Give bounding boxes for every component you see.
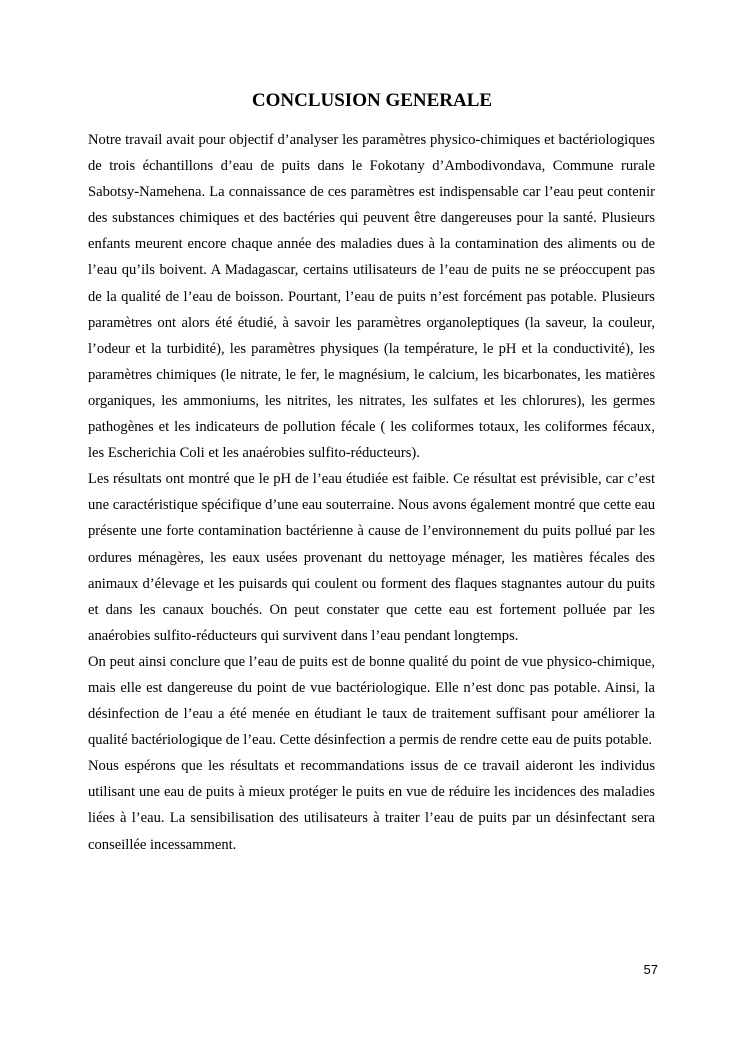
paragraph-objective: Notre travail avait pour objectif d’analyser les paramètres physico-chimiques et bactériologiques de trois échantillons d’eau de puits dans le Fokotany d’Ambodivondava, Commune rurale Sabotsy-Namehena. La connaissance de ces paramètres est indispensable car l’eau peut contenir des substances chimiques et des bactéries qui peuvent être dangereuses pour la santé. Plusieurs enfants meurent encore chaque année des maladies dues à la contamination des aliments ou de l’eau qu’ils boivent. A Madagascar, certains utilisateurs de l’eau de puits ne se préoccupent pas de la qualité de l’eau de boisson. Pourtant, l’eau de puits n’est forcément pas potable. Plusieurs paramètres ont alors été étudié, à savoir les paramètres organoleptiques (la saveur, la couleur, l’odeur et la turbidité), les paramètres physiques (la température, le pH et la conductivité), les paramètres chimiques (le nitrate, le fer, le magnésium, le calcium, les bicarbonates, les matières organiques, les ammoniums, les nitrites, les nitrates, les sulfates et les chlorures), les germes pathogènes et les indicateurs de pollution fécale ( les coliformes totaux, les coliformes fécaux, les Escherichia Coli et les anaérobies sulfito-réducteurs). xyxy=(88,132,655,462)
body-text xyxy=(88,127,655,858)
paragraph-results: Les résultats ont montré que le pH de l’eau étudiée est faible. Ce résultat est prévisible, car c’est une caractéristique spécifique d’une eau souterraine. Nous avons également montré que cette eau présente une forte contamination bactérienne à cause de l’environnement du puits pollué par les ordures ménagères, les eaux usées provenant du nettoyage ménager, les matières fécales des animaux d’élevage et les puisards qui coulent ou forment des flaques stagnantes autour du puits et dans les canaux bouchés. On peut constater que cette eau est fortement polluée par les anaérobies sulfito-réducteurs qui survivent dans l’eau pendant longtemps. xyxy=(88,471,655,644)
paragraph-conclusion: On peut ainsi conclure que l’eau de puits est de bonne qualité du point de vue physico-chimique, mais elle est dangereuse du point de vue bactériologique. Elle n’est donc pas potable. Ainsi, la désinfection de l’eau a été menée en étudiant le taux de traitement suffisant pour améliorer la qualité bactériologique de l’eau. Cette désinfection a permis de rendre cette eau de puits potable. xyxy=(88,653,655,749)
page-title: CONCLUSION GENERALE xyxy=(251,90,493,111)
paragraph-recommendations: Nous espérons que les résultats et recommandations issus de ce travail aideront les individus utilisant une eau de puits à mieux protéger le puits en vue de réduire les incidences des maladies liées à l’eau. La sensibilisation des utilisateurs à traiter l’eau de puits par un désinfectant sera conseillée incessamment. xyxy=(88,758,655,853)
page-number: 57 xyxy=(643,962,658,977)
